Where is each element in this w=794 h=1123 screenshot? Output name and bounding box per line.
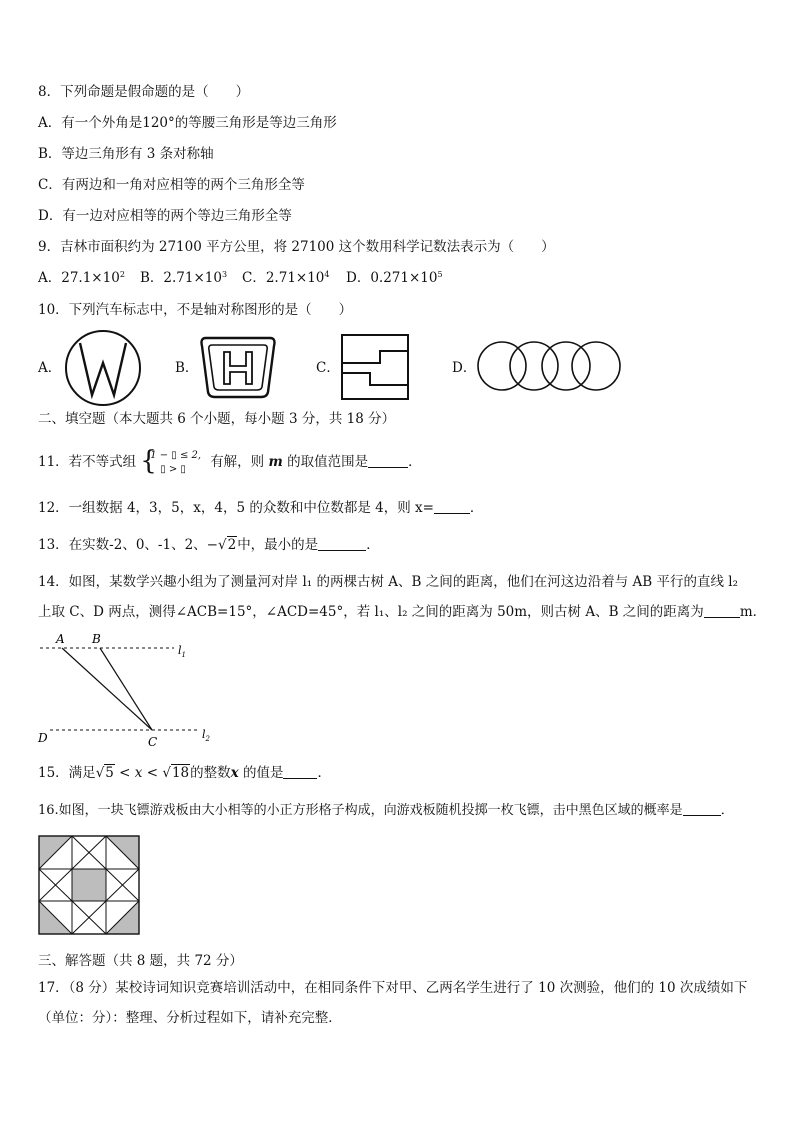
q8-stem: 8．下列命题是假命题的是（ ） <box>38 84 250 100</box>
inequality-system: { 1 − ▯ ≤ 2, ▯ > ▯ <box>140 446 202 476</box>
q9-option-d: D．$0.271\times 10^5$ <box>346 270 443 286</box>
q17-line1: 17．（8 分）某校诗词知识竞赛培训活动中，在相同条件下对甲、乙两名学生进行了 10 次测验，他们的 10 次成绩如下 <box>38 980 748 996</box>
q14-line2: 上取 C、D 两点，测得∠ACB=15°，∠ACD=45°，若 l₁、l₂ 之间的距离为 50m，则古树 A、B 之间的距离为 m． <box>38 604 767 620</box>
honda-logo-figure <box>198 334 278 400</box>
q10-label-c: C． <box>316 360 340 376</box>
q10-label-a: A． <box>38 360 62 376</box>
q10-label-b: B． <box>175 360 199 376</box>
q16: 16.如图，一块飞镖游戏板由大小相等的小正方形格子构成，向游戏板随机投掷一枚飞镖，击中黑色区域的概率是 ． <box>38 803 734 818</box>
q13-answer-blank[interactable] <box>318 537 366 551</box>
q9-option-b: B．$2.71\times 10^3$ <box>140 270 228 286</box>
q15: 15．满足√5 < x < √18的整数x 的值是 ． <box>38 765 331 781</box>
q14-answer-blank[interactable] <box>704 604 740 618</box>
q11: 11．若不等式组 { 1 − ▯ ≤ 2, ▯ > ▯ 有解，则 m 的取值范围是 ． <box>38 446 422 476</box>
section3-title: 三、解答题（共 8 题，共 72 分） <box>38 953 243 969</box>
q14-line1: 14．如图，某数学兴趣小组为了测量河对岸 l₁ 的两棵古树 A、B 之间的距离，他们在河这边沿着与 AB 平行的直线 l₂ <box>38 574 739 590</box>
q9-stem: 9．吉林市面积约为 27100 平方公里，将 27100 这个数用科学记数法表示为（ ） <box>38 239 555 255</box>
sqrt-18: √18 <box>162 765 190 781</box>
q13: 13．在实数-2、0、-1、2、−√2中，最小的是 ． <box>38 537 380 553</box>
q9-options <box>38 268 443 288</box>
q12: 12．一组数据 4，3，5，x，4，5 的众数和中位数都是 4，则 x= ． <box>38 500 484 516</box>
point-b-label: B <box>92 632 101 646</box>
q8-option-d: D．有一边对应相等的两个等边三角形全等 <box>38 208 292 224</box>
q8-option-b: B．等边三角形有 3 条对称轴 <box>38 146 214 162</box>
q16-answer-blank[interactable] <box>683 802 721 816</box>
point-c-label: C <box>148 735 158 748</box>
q11-answer-blank[interactable] <box>368 454 408 468</box>
point-a-label: A <box>56 632 65 646</box>
section2-title: 二、填空题（本大题共 6 个小题，每小题 3 分，共 18 分） <box>38 411 396 427</box>
sqrt-expression: √2 <box>217 537 237 553</box>
q9-option-a: A．$27.1\times 10^2$ <box>38 270 125 286</box>
line-l2-label: $l_2$ <box>202 728 210 743</box>
line-l1-label: $l_1$ <box>178 644 186 659</box>
q10-stem: 10．下列汽车标志中，不是轴对称图形的是（ ） <box>38 302 353 318</box>
audi-rings-logo-figure <box>476 340 622 392</box>
q12-answer-blank[interactable] <box>434 500 470 514</box>
q10-label-d: D． <box>452 360 477 376</box>
grey-center-square <box>72 869 106 901</box>
volkswagen-logo-figure <box>62 329 144 407</box>
q9-option-c: C．$2.71\times 10^4$ <box>242 270 330 286</box>
q8-option-c: C．有两边和一角对应相等的两个三角形全等 <box>38 177 305 193</box>
q17-line2: （单位：分）：整理、分析过程如下，请补充完整． <box>38 1010 342 1026</box>
sqrt-5: √5 <box>95 765 114 781</box>
q8-option-a: A．有一个外角是120°的等腰三角形是等边三角形 <box>38 115 337 131</box>
interlocking-square-logo-figure <box>340 333 410 401</box>
point-d-label: D <box>38 731 48 745</box>
q15-answer-blank[interactable] <box>283 765 317 779</box>
dart-board-grid <box>38 835 140 935</box>
brace-glyph: { <box>140 446 157 476</box>
river-trees-diagram <box>36 628 216 748</box>
